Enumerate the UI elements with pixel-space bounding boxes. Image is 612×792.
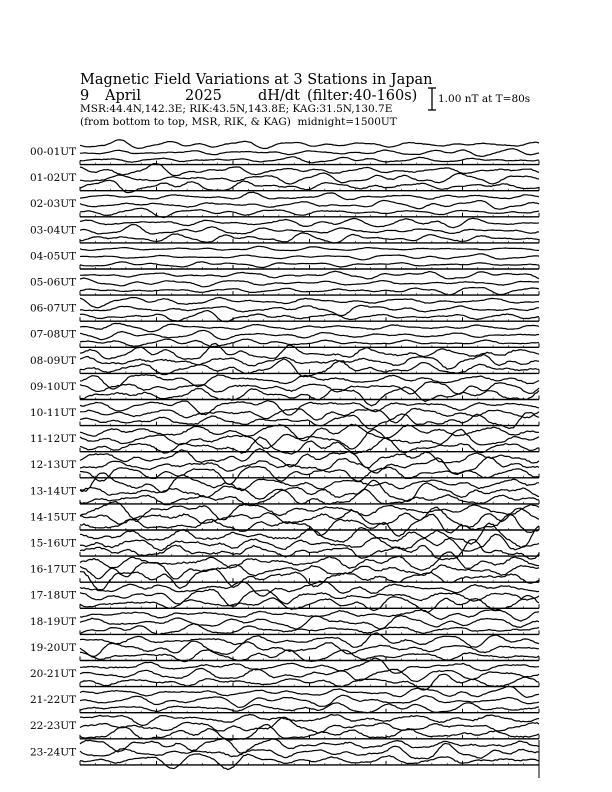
date-year: 2025 xyxy=(185,88,222,104)
hour-row xyxy=(30,344,539,377)
hour-label: 16-17UT xyxy=(30,563,77,576)
hour-row xyxy=(30,375,539,406)
hour-row xyxy=(30,424,539,454)
trace-rik xyxy=(80,695,539,707)
hour-label: 20-21UT xyxy=(30,668,77,680)
hour-row xyxy=(30,140,539,165)
stations-line: MSR:44.4N,142.3E; RIK:43.5N,143.8E; KAG:31.5N,130.7E xyxy=(80,103,393,115)
hour-label: 22-23UT xyxy=(30,720,77,733)
midnight-note: midnight=1500UT xyxy=(297,116,397,128)
hour-row xyxy=(30,192,539,217)
trace-kag xyxy=(80,140,539,149)
hour-row xyxy=(30,552,539,590)
trace-kag xyxy=(80,246,539,250)
hour-row xyxy=(30,449,539,485)
hour-label: 01-02UT xyxy=(30,172,77,185)
hour-label: 14-15UT xyxy=(30,511,77,524)
hour-label: 15-16UT xyxy=(30,537,77,550)
hour-row xyxy=(30,164,539,193)
trace-rik xyxy=(80,563,539,579)
hour-row xyxy=(30,738,539,769)
trace-kag xyxy=(80,164,539,176)
hour-label: 10-11UT xyxy=(30,407,77,419)
trace-kag xyxy=(80,323,539,331)
quantity-label: dH/dt xyxy=(258,88,300,104)
trace-rik xyxy=(80,305,539,315)
hour-label: 03-04UT xyxy=(30,224,77,237)
hour-label: 07-08UT xyxy=(30,328,77,341)
hour-label: 00-01UT xyxy=(30,146,77,158)
trace-rik xyxy=(80,200,539,209)
hour-label: 19-20UT xyxy=(30,641,77,654)
hour-row xyxy=(30,686,539,712)
hour-label: 18-19UT xyxy=(30,615,77,628)
hour-label: 08-09UT xyxy=(30,354,77,367)
filter-label: (filter:40-160s) xyxy=(307,88,418,104)
trace-rik xyxy=(80,278,539,287)
hour-label: 21-22UT xyxy=(30,694,77,707)
trace-msr xyxy=(80,674,539,690)
date-month: April xyxy=(105,88,141,104)
trace-kag xyxy=(80,375,539,389)
hour-row xyxy=(30,714,539,740)
hour-label: 06-07UT xyxy=(30,302,77,315)
trace-rik xyxy=(80,173,539,184)
trace-rik xyxy=(80,254,539,260)
trace-rik xyxy=(80,355,539,370)
trace-kag xyxy=(80,714,539,725)
trace-rik xyxy=(80,616,539,630)
hour-label: 23-24UT xyxy=(30,746,77,759)
trace-kag xyxy=(80,192,539,199)
hour-label: 17-18UT xyxy=(30,589,77,602)
hour-row xyxy=(30,401,539,429)
hour-label: 04-05UT xyxy=(30,250,77,263)
scale-bar-label: 1.00 nT at T=80s xyxy=(438,93,531,105)
hour-rows xyxy=(30,140,539,770)
date-day: 9 xyxy=(80,88,90,104)
hour-row xyxy=(30,218,539,243)
hour-label: 02-03UT xyxy=(30,198,77,211)
hour-row xyxy=(30,246,539,269)
scale-bar xyxy=(428,88,436,110)
hour-row xyxy=(30,297,539,321)
hour-row xyxy=(30,502,539,537)
hour-row xyxy=(30,633,539,662)
trace-rik xyxy=(80,457,539,475)
chart-title: Magnetic Field Variations at 3 Stations in Japan xyxy=(80,72,433,88)
trace-kag xyxy=(80,271,539,279)
hour-label: 13-14UT xyxy=(30,485,77,498)
trace-rik xyxy=(80,149,539,157)
hour-label: 11-12UT xyxy=(30,433,77,446)
hour-row xyxy=(30,610,539,635)
trace-msr xyxy=(80,596,539,613)
trace-kag xyxy=(80,218,539,228)
hour-row xyxy=(30,323,539,347)
trace-kag xyxy=(80,686,539,697)
hour-label: 12-13UT xyxy=(30,459,77,472)
order-note: (from bottom to top, MSR, RIK, & KAG) xyxy=(80,116,291,128)
hour-label: 05-06UT xyxy=(30,276,77,289)
hour-label: 09-10UT xyxy=(30,380,77,393)
trace-rik xyxy=(80,534,539,551)
hour-row xyxy=(30,271,539,295)
hour-row xyxy=(30,658,539,690)
trace-rik xyxy=(80,382,539,395)
trace-msr xyxy=(80,514,539,537)
trace-msr xyxy=(80,157,539,163)
